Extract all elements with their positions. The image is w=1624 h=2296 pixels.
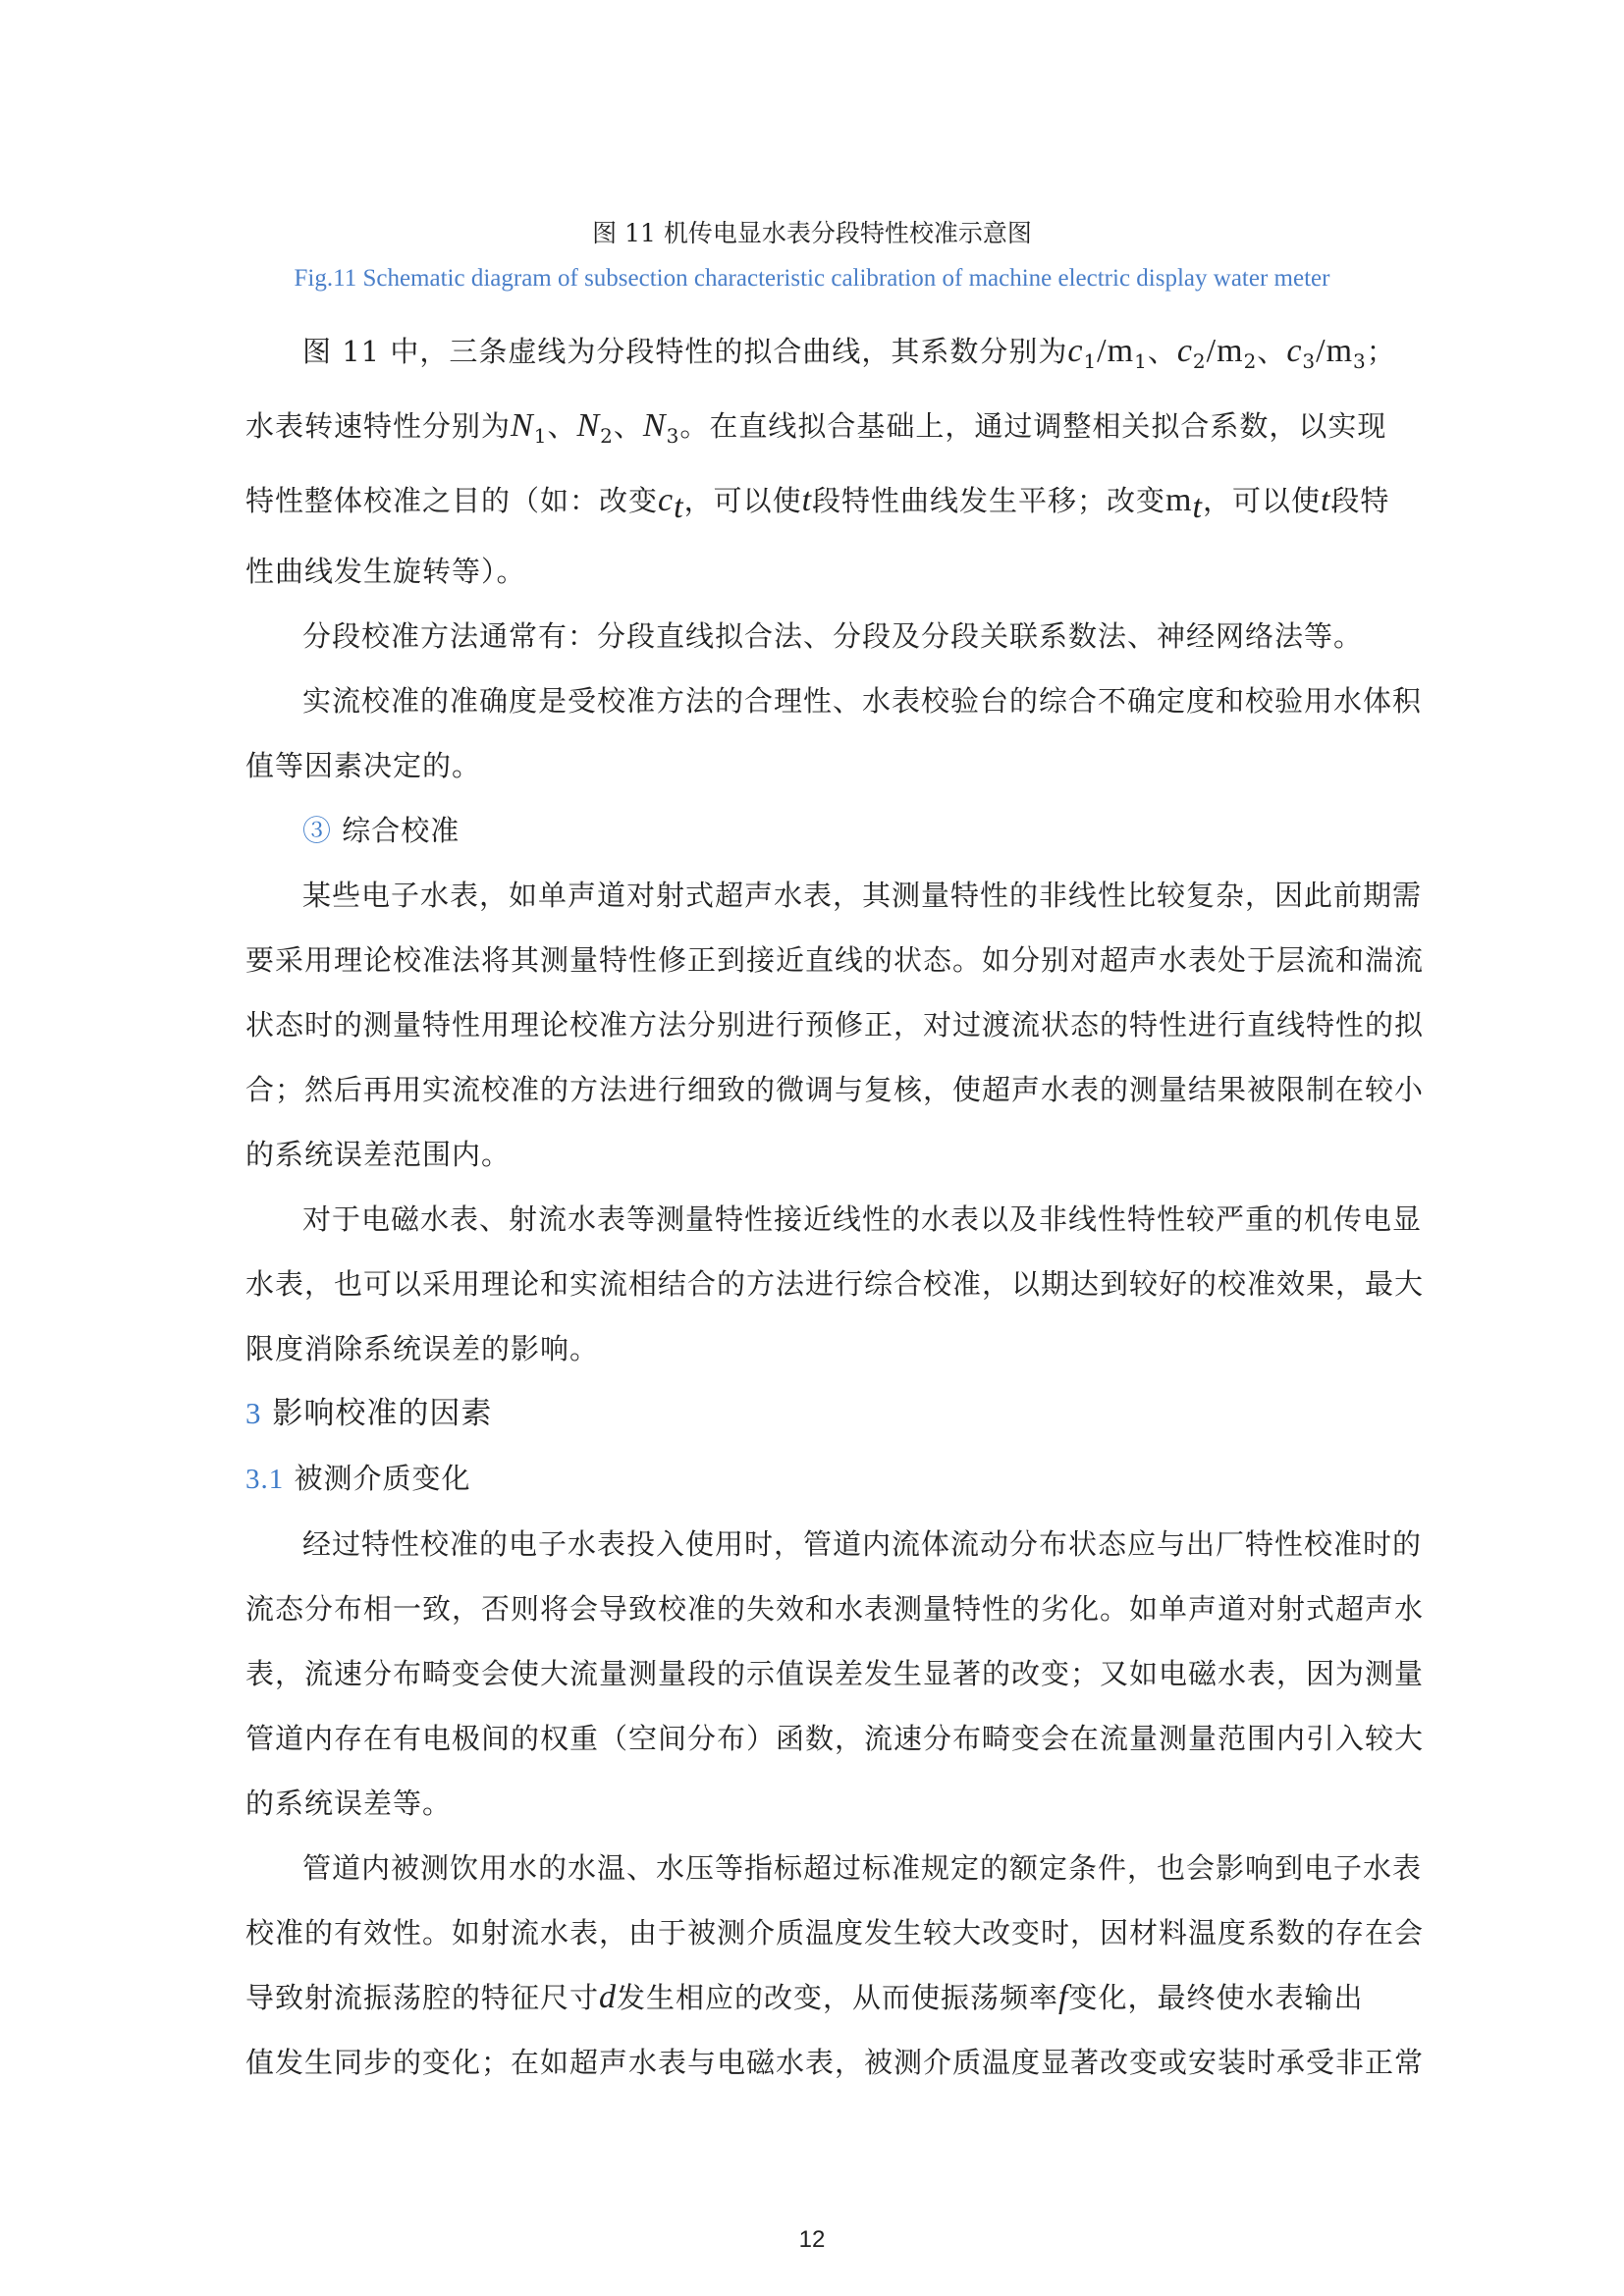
paragraph-fitting-curves [245,319,1396,604]
para1-line2: 水表转速特性分别为$N_1$、$N_2$、$N_3$。在直线拟合基础上，通过调整相关拟合系数，以实现 [245,406,1387,448]
subheading-comprehensive-calibration: ③ 综合校准 [302,814,460,848]
figure-caption-en: Fig.11 Schematic diagram of subsection characteristic calibration of machine electric display water meter [294,265,1330,292]
figure-caption-cn: 图 11 机传电显水表分段特性校准示意图 [592,219,1032,247]
para1-line4: 性曲线发生旋转等）。 [245,555,526,589]
body-text [245,319,1425,2095]
paragraph-flow-distribution: 经过特性校准的电子水表投入使用时，管道内流体流动分布状态应与出厂特性校准时的 流态分布相一致，否则将会导致校准的失效和水表测量特性的劣化。如单声道对射式超声水 表，流速分布畸变会使大流量测量段的示值误差发生显著的改变；又如电磁水表，因为测量 管道内存在有电极间的权重（空间分布）函数，流速分布畸变会在流量测量范围内引入较大 的系统误差等。 [245,1527,1425,1821]
paragraph-accuracy: 实流校准的准确度是受校准方法的合理性、水表校验台的综合不确定度和校验用水体积 值等因素决定的。 [245,684,1423,783]
para1-line3: 特性整体校准之目的（如：改变$c_t$，可以使t段特性曲线发生平移；改变$m_t$，可以使t段特 [245,481,1390,525]
page-number: 12 [798,2226,826,2253]
paragraph-temperature: 管道内被测饮用水的水温、水压等指标超过标准规定的额定条件，也会影响到电子水表 校准的有效性。如射流水表，由于被测介质温度发生较大改变时，因材料温度系数的存在会 导致射流振荡腔的特征尺寸d发生相应的改变，从而使振荡频率f变化，最终使水表输出 值发生同步的变化；在如超声水表与电磁水表，被测介质温度显著改变或安装时承受非正常 [245,1851,1425,2080]
paragraph-methods: 分段校准方法通常有：分段直线拟合法、分段及分段关联系数法、神经网络法等。 [302,619,1364,654]
para1-line1: 图 11 中，三条虚线为分段特性的拟合曲线，其系数分别为$c_1/m_1$、$c_2/m_2$、$c_3/m_3$； [302,333,1396,373]
section-heading-3: 3 影响校准的因素 [245,1396,493,1432]
section-heading-3-1: 3.1 被测介质变化 [245,1462,471,1496]
paragraph-ultrasonic: 某些电子水表，如单声道对射式超声水表，其测量特性的非线性比较复杂，因此前期需 要采用理论校准法将其测量特性修正到接近直线的状态。如分别对超声水表处于层流和湍流 状态时的测量特性用理论校准方法分别进行预修正，对过渡流状态的特性进行直线特性的拟 合；然后再用实流校准的方法进行细致的微调与复核，使超声水表的测量结果被限制在较小 的系统误差范围内。 [245,879,1425,1172]
paragraph-electromagnetic: 对于电磁水表、射流水表等测量特性接近线性的水表以及非线性特性较严重的机传电显 水表，也可以采用理论和实流相结合的方法进行综合校准，以期达到较好的校准效果，最大 限度消除系统误差的影响。 [245,1202,1425,1366]
